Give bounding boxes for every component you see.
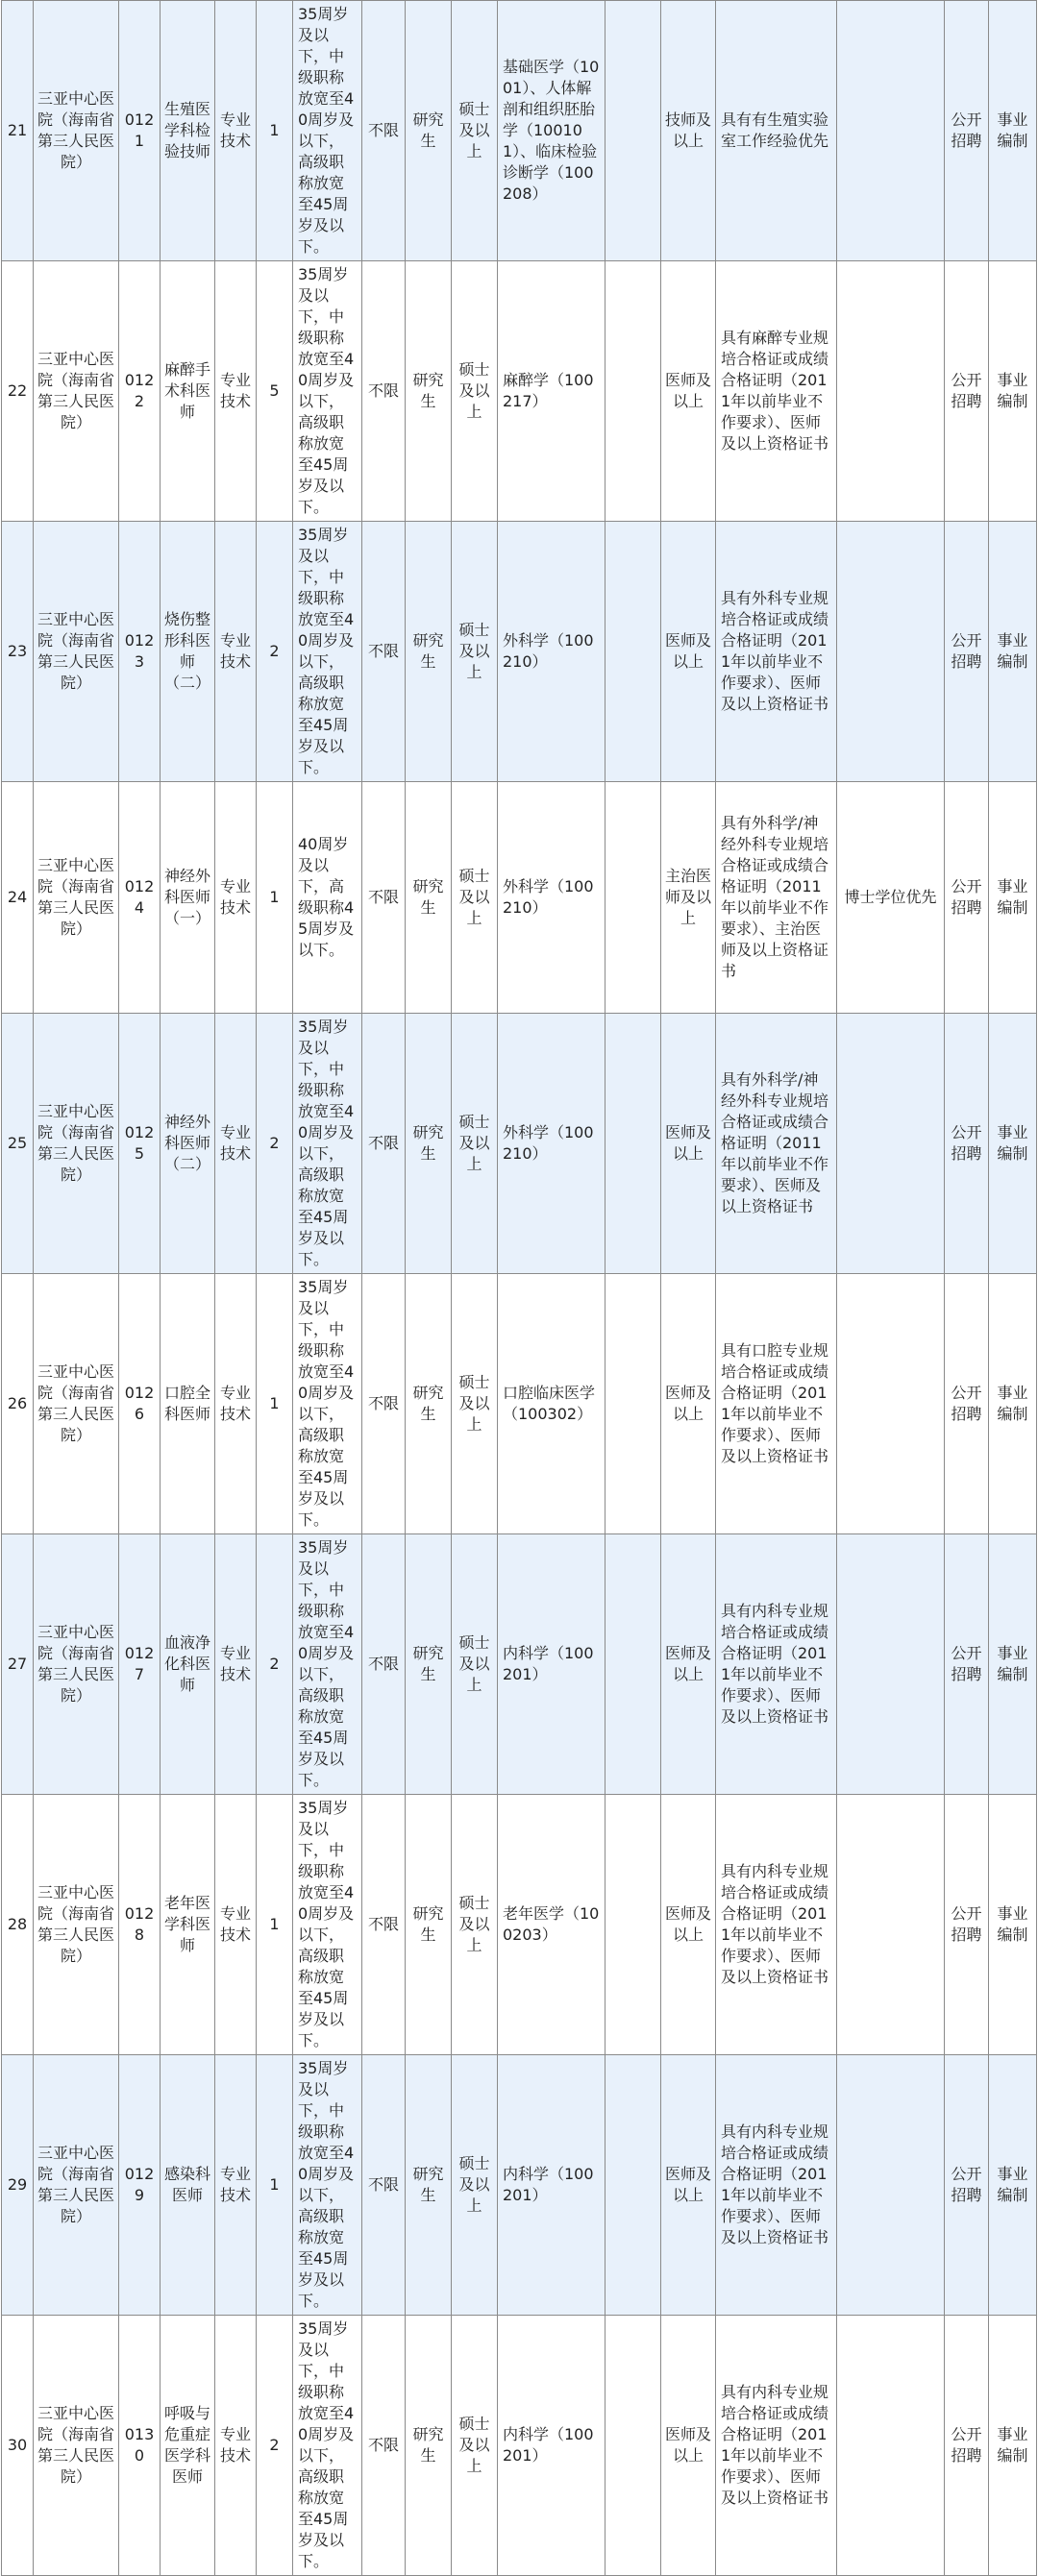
position-type-cell: 专业技术	[215, 1274, 257, 1534]
gender-cell: 不限	[362, 782, 406, 1014]
education-cell: 研究生	[406, 2055, 452, 2316]
education-cell: 研究生	[406, 1274, 452, 1534]
major-cell: 口腔临床医学（100302）	[498, 1274, 606, 1534]
hiring-unit-cell: 三亚中心医院（海南省第三人民医院）	[34, 1014, 119, 1274]
row-number-cell: 22	[2, 261, 34, 522]
extra-requirement-cell	[606, 782, 661, 1014]
qualification-cell: 具有外科学/神经外科专业规培合格证或成绩合格证明（2011年以前毕业不作要求）、主治医师及以上资格证书	[716, 782, 837, 1014]
gender-cell: 不限	[362, 1274, 406, 1534]
professional-title-cell: 医师及以上	[661, 1534, 716, 1795]
staffing-type-cell: 事业编制	[989, 1014, 1037, 1274]
age-requirement-cell: 35周岁及以下，中级职称放宽至40周岁及以下，高级职称放宽至45周岁及以下。	[293, 1795, 362, 2055]
position-code-cell: 0128	[119, 1795, 161, 2055]
extra-requirement-cell	[606, 1, 661, 261]
professional-title-cell: 医师及以上	[661, 2316, 716, 2576]
table-row	[2, 1534, 1037, 1795]
gender-cell: 不限	[362, 1014, 406, 1274]
education-cell: 研究生	[406, 1, 452, 261]
other-requirement-cell	[837, 2055, 945, 2316]
qualification-cell: 具有有生殖实验室工作经验优先	[716, 1, 837, 261]
other-requirement-cell	[837, 2316, 945, 2576]
age-requirement-cell: 35周岁及以下，中级职称放宽至40周岁及以下，高级职称放宽至45周岁及以下。	[293, 522, 362, 782]
major-cell: 外科学（100210）	[498, 1014, 606, 1274]
degree-cell: 硕士及以上	[452, 522, 498, 782]
major-cell: 基础医学（1001）、人体解剖和组织胚胎学（100101）、临床检验诊断学（100208）	[498, 1, 606, 261]
age-requirement-cell: 35周岁及以下，中级职称放宽至40周岁及以下，高级职称放宽至45周岁及以下。	[293, 1274, 362, 1534]
degree-cell: 硕士及以上	[452, 2055, 498, 2316]
professional-title-cell: 医师及以上	[661, 1014, 716, 1274]
age-requirement-cell: 40周岁及以下，高级职称45周岁及以下。	[293, 782, 362, 1014]
headcount-cell: 1	[257, 1, 293, 261]
major-cell: 外科学（100210）	[498, 782, 606, 1014]
row-number-cell: 26	[2, 1274, 34, 1534]
hiring-unit-cell: 三亚中心医院（海南省第三人民医院）	[34, 2316, 119, 2576]
other-requirement-cell	[837, 1795, 945, 2055]
staffing-type-cell: 事业编制	[989, 1, 1037, 261]
headcount-cell: 2	[257, 1014, 293, 1274]
row-number-cell: 28	[2, 1795, 34, 2055]
other-requirement-cell: 博士学位优先	[837, 782, 945, 1014]
education-cell: 研究生	[406, 261, 452, 522]
gender-cell: 不限	[362, 2316, 406, 2576]
row-number-cell: 29	[2, 2055, 34, 2316]
other-requirement-cell	[837, 1, 945, 261]
headcount-cell: 1	[257, 2055, 293, 2316]
age-requirement-cell: 35周岁及以下，中级职称放宽至40周岁及以下，高级职称放宽至45周岁及以下。	[293, 1, 362, 261]
major-cell: 麻醉学（100217）	[498, 261, 606, 522]
major-cell: 外科学（100210）	[498, 522, 606, 782]
position-type-cell: 专业技术	[215, 2316, 257, 2576]
qualification-cell: 具有麻醉专业规培合格证或成绩合格证明（2011年以前毕业不作要求）、医师及以上资格证书	[716, 261, 837, 522]
major-cell: 内科学（100201）	[498, 2316, 606, 2576]
position-type-cell: 专业技术	[215, 2055, 257, 2316]
table-row	[2, 2316, 1037, 2576]
position-name-cell: 感染科医师	[161, 2055, 215, 2316]
qualification-cell: 具有内科专业规培合格证或成绩合格证明（2011年以前毕业不作要求）、医师及以上资格证书	[716, 2055, 837, 2316]
staffing-type-cell: 事业编制	[989, 2055, 1037, 2316]
major-cell: 内科学（100201）	[498, 1534, 606, 1795]
recruitment-method-cell: 公开招聘	[945, 782, 989, 1014]
gender-cell: 不限	[362, 1795, 406, 2055]
position-type-cell: 专业技术	[215, 1795, 257, 2055]
table-row	[2, 1795, 1037, 2055]
age-requirement-cell: 35周岁及以下，中级职称放宽至40周岁及以下，高级职称放宽至45周岁及以下。	[293, 2055, 362, 2316]
row-number-cell: 21	[2, 1, 34, 261]
education-cell: 研究生	[406, 1795, 452, 2055]
position-name-cell: 神经外科医师（二）	[161, 1014, 215, 1274]
qualification-cell: 具有外科专业规培合格证或成绩合格证明（2011年以前毕业不作要求）、医师及以上资格证书	[716, 522, 837, 782]
staffing-type-cell: 事业编制	[989, 522, 1037, 782]
position-code-cell: 0127	[119, 1534, 161, 1795]
recruitment-method-cell: 公开招聘	[945, 2055, 989, 2316]
other-requirement-cell	[837, 261, 945, 522]
education-cell: 研究生	[406, 1534, 452, 1795]
headcount-cell: 1	[257, 1795, 293, 2055]
extra-requirement-cell	[606, 1534, 661, 1795]
age-requirement-cell: 35周岁及以下，中级职称放宽至40周岁及以下，高级职称放宽至45周岁及以下。	[293, 2316, 362, 2576]
position-type-cell: 专业技术	[215, 1534, 257, 1795]
extra-requirement-cell	[606, 1795, 661, 2055]
gender-cell: 不限	[362, 261, 406, 522]
position-name-cell: 口腔全科医师	[161, 1274, 215, 1534]
staffing-type-cell: 事业编制	[989, 1274, 1037, 1534]
professional-title-cell: 医师及以上	[661, 522, 716, 782]
degree-cell: 硕士及以上	[452, 2316, 498, 2576]
age-requirement-cell: 35周岁及以下，中级职称放宽至40周岁及以下，高级职称放宽至45周岁及以下。	[293, 1534, 362, 1795]
gender-cell: 不限	[362, 1, 406, 261]
hiring-unit-cell: 三亚中心医院（海南省第三人民医院）	[34, 1534, 119, 1795]
staffing-type-cell: 事业编制	[989, 2316, 1037, 2576]
position-code-cell: 0123	[119, 522, 161, 782]
position-type-cell: 专业技术	[215, 261, 257, 522]
position-name-cell: 老年医学科医师	[161, 1795, 215, 2055]
position-code-cell: 0121	[119, 1, 161, 261]
position-name-cell: 麻醉手术科医师	[161, 261, 215, 522]
row-number-cell: 25	[2, 1014, 34, 1274]
education-cell: 研究生	[406, 2316, 452, 2576]
recruitment-method-cell: 公开招聘	[945, 1274, 989, 1534]
recruitment-method-cell: 公开招聘	[945, 1014, 989, 1274]
recruitment-method-cell: 公开招聘	[945, 522, 989, 782]
position-name-cell: 血液净化科医师	[161, 1534, 215, 1795]
hiring-unit-cell: 三亚中心医院（海南省第三人民医院）	[34, 1274, 119, 1534]
education-cell: 研究生	[406, 782, 452, 1014]
table-row	[2, 1014, 1037, 1274]
qualification-cell: 具有内科专业规培合格证或成绩合格证明（2011年以前毕业不作要求）、医师及以上资格证书	[716, 1534, 837, 1795]
table-row	[2, 522, 1037, 782]
education-cell: 研究生	[406, 522, 452, 782]
staffing-type-cell: 事业编制	[989, 782, 1037, 1014]
major-cell: 老年医学（100203）	[498, 1795, 606, 2055]
hiring-unit-cell: 三亚中心医院（海南省第三人民医院）	[34, 1795, 119, 2055]
hiring-unit-cell: 三亚中心医院（海南省第三人民医院）	[34, 782, 119, 1014]
hiring-unit-cell: 三亚中心医院（海南省第三人民医院）	[34, 522, 119, 782]
degree-cell: 硕士及以上	[452, 782, 498, 1014]
extra-requirement-cell	[606, 1274, 661, 1534]
hiring-unit-cell: 三亚中心医院（海南省第三人民医院）	[34, 2055, 119, 2316]
recruitment-method-cell: 公开招聘	[945, 1795, 989, 2055]
position-name-cell: 呼吸与危重症医学科医师	[161, 2316, 215, 2576]
table-row	[2, 2055, 1037, 2316]
position-name-cell: 烧伤整形科医师（二）	[161, 522, 215, 782]
position-name-cell: 神经外科医师（一）	[161, 782, 215, 1014]
staffing-type-cell: 事业编制	[989, 1795, 1037, 2055]
other-requirement-cell	[837, 1014, 945, 1274]
qualification-cell: 具有口腔专业规培合格证或成绩合格证明（2011年以前毕业不作要求）、医师及以上资格证书	[716, 1274, 837, 1534]
gender-cell: 不限	[362, 1534, 406, 1795]
recruitment-method-cell: 公开招聘	[945, 1, 989, 261]
education-cell: 研究生	[406, 1014, 452, 1274]
position-code-cell: 0129	[119, 2055, 161, 2316]
professional-title-cell: 技师及以上	[661, 1, 716, 261]
professional-title-cell: 医师及以上	[661, 2055, 716, 2316]
table-row	[2, 261, 1037, 522]
recruitment-method-cell: 公开招聘	[945, 2316, 989, 2576]
extra-requirement-cell	[606, 522, 661, 782]
staffing-type-cell: 事业编制	[989, 261, 1037, 522]
professional-title-cell: 医师及以上	[661, 1274, 716, 1534]
qualification-cell: 具有外科学/神经外科专业规培合格证或成绩合格证明（2011年以前毕业不作要求）、医师及以上资格证书	[716, 1014, 837, 1274]
position-name-cell: 生殖医学科检验技师	[161, 1, 215, 261]
table-row	[2, 1274, 1037, 1534]
recruitment-method-cell: 公开招聘	[945, 261, 989, 522]
hiring-unit-cell: 三亚中心医院（海南省第三人民医院）	[34, 1, 119, 261]
position-code-cell: 0124	[119, 782, 161, 1014]
position-type-cell: 专业技术	[215, 522, 257, 782]
table-row	[2, 782, 1037, 1014]
degree-cell: 硕士及以上	[452, 1274, 498, 1534]
recruitment-table	[1, 0, 1037, 2576]
position-code-cell: 0130	[119, 2316, 161, 2576]
table-row	[2, 1, 1037, 261]
age-requirement-cell: 35周岁及以下，中级职称放宽至40周岁及以下，高级职称放宽至45周岁及以下。	[293, 1014, 362, 1274]
headcount-cell: 2	[257, 522, 293, 782]
recruitment-method-cell: 公开招聘	[945, 1534, 989, 1795]
gender-cell: 不限	[362, 522, 406, 782]
headcount-cell: 2	[257, 2316, 293, 2576]
degree-cell: 硕士及以上	[452, 1534, 498, 1795]
qualification-cell: 具有内科专业规培合格证或成绩合格证明（2011年以前毕业不作要求）、医师及以上资格证书	[716, 2316, 837, 2576]
position-code-cell: 0126	[119, 1274, 161, 1534]
other-requirement-cell	[837, 1274, 945, 1534]
age-requirement-cell: 35周岁及以下，中级职称放宽至40周岁及以下，高级职称放宽至45周岁及以下。	[293, 261, 362, 522]
extra-requirement-cell	[606, 261, 661, 522]
extra-requirement-cell	[606, 2316, 661, 2576]
position-code-cell: 0125	[119, 1014, 161, 1274]
other-requirement-cell	[837, 1534, 945, 1795]
degree-cell: 硕士及以上	[452, 1014, 498, 1274]
headcount-cell: 2	[257, 1534, 293, 1795]
professional-title-cell: 主治医师及以上	[661, 782, 716, 1014]
headcount-cell: 5	[257, 261, 293, 522]
position-code-cell: 0122	[119, 261, 161, 522]
table-body	[2, 1, 1037, 2576]
extra-requirement-cell	[606, 1014, 661, 1274]
row-number-cell: 24	[2, 782, 34, 1014]
other-requirement-cell	[837, 522, 945, 782]
headcount-cell: 1	[257, 1274, 293, 1534]
row-number-cell: 27	[2, 1534, 34, 1795]
gender-cell: 不限	[362, 2055, 406, 2316]
degree-cell: 硕士及以上	[452, 1795, 498, 2055]
position-type-cell: 专业技术	[215, 1, 257, 261]
major-cell: 内科学（100201）	[498, 2055, 606, 2316]
row-number-cell: 30	[2, 2316, 34, 2576]
extra-requirement-cell	[606, 2055, 661, 2316]
qualification-cell: 具有内科专业规培合格证或成绩合格证明（2011年以前毕业不作要求）、医师及以上资格证书	[716, 1795, 837, 2055]
position-type-cell: 专业技术	[215, 782, 257, 1014]
position-type-cell: 专业技术	[215, 1014, 257, 1274]
professional-title-cell: 医师及以上	[661, 1795, 716, 2055]
hiring-unit-cell: 三亚中心医院（海南省第三人民医院）	[34, 261, 119, 522]
staffing-type-cell: 事业编制	[989, 1534, 1037, 1795]
degree-cell: 硕士及以上	[452, 261, 498, 522]
row-number-cell: 23	[2, 522, 34, 782]
degree-cell: 硕士及以上	[452, 1, 498, 261]
professional-title-cell: 医师及以上	[661, 261, 716, 522]
headcount-cell: 1	[257, 782, 293, 1014]
